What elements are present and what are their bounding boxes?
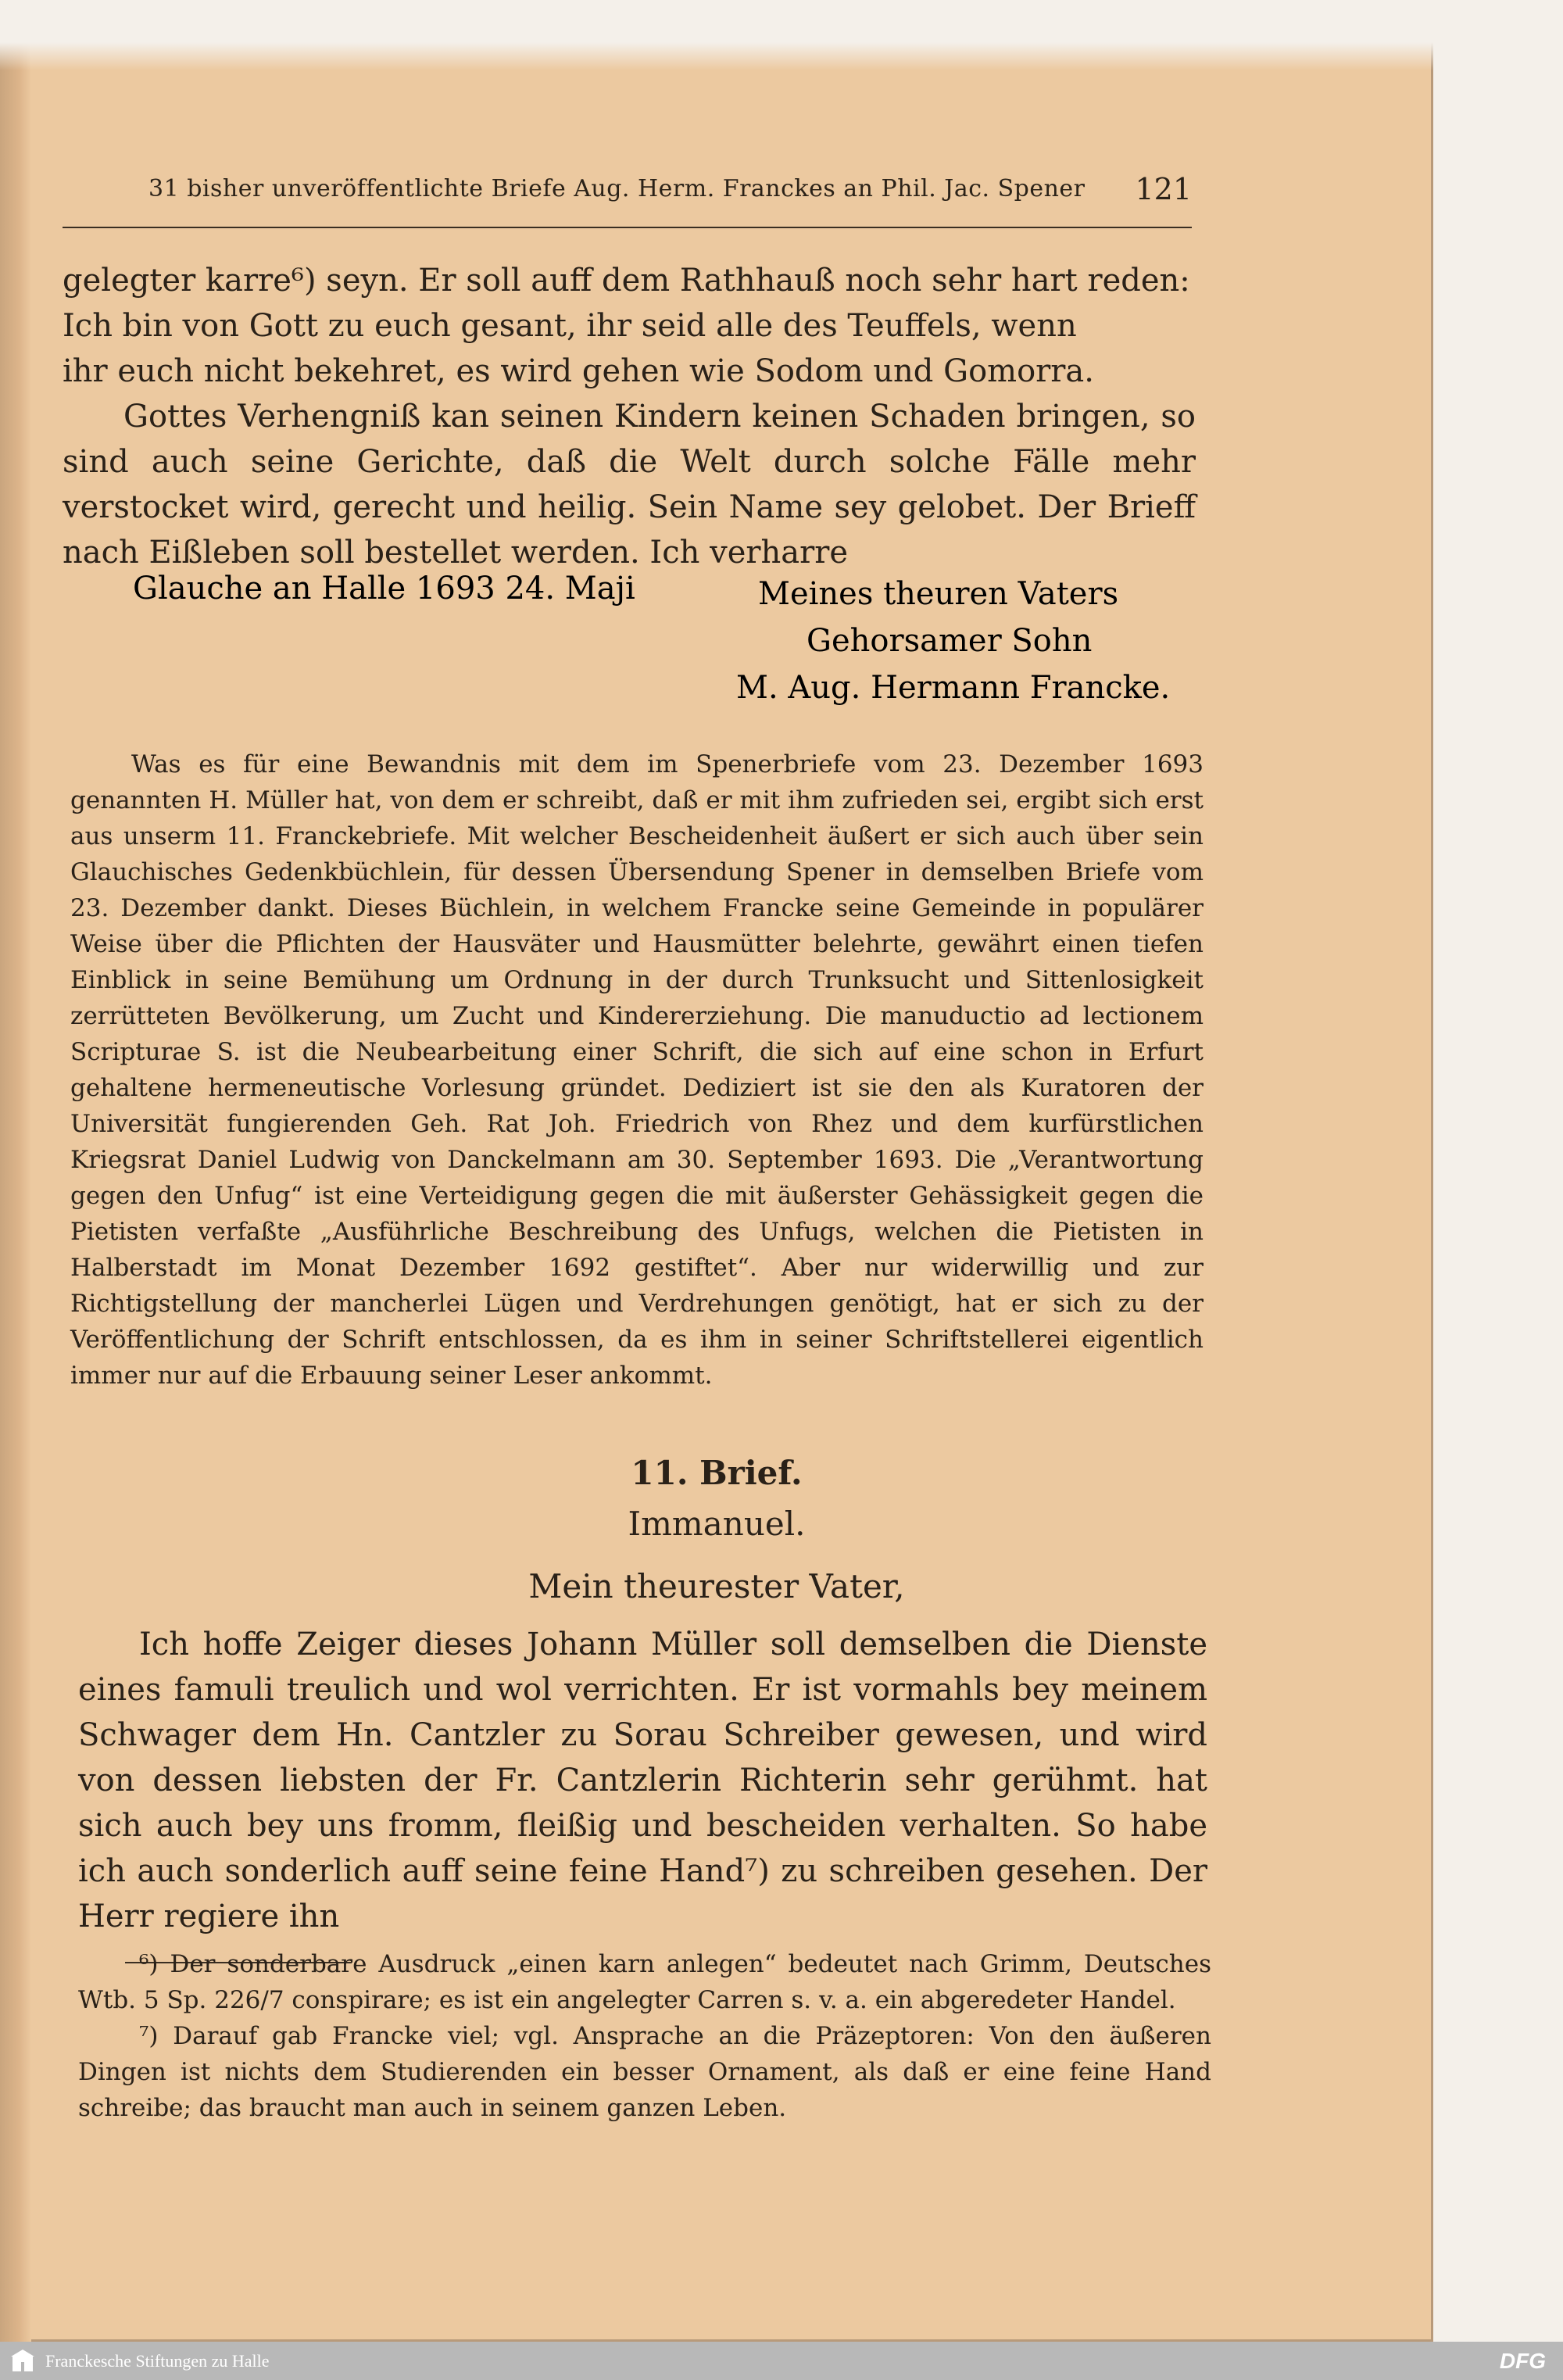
- header-rule: [63, 227, 1192, 228]
- letter-end-text: [63, 258, 1196, 575]
- institution-name: Franckesche Stiftungen zu Halle: [45, 2351, 270, 2371]
- footnotes: [78, 1946, 1211, 2126]
- running-title: 31 bisher unveröffentlichte Briefe Aug. Herm. Franckes an Phil. Jac. Spener: [148, 175, 1086, 202]
- letter-title: 11. Brief.: [631, 1454, 803, 1492]
- letter-motto: Immanuel.: [628, 1505, 806, 1543]
- text-line: Ich bin von Gott zu euch gesant, ihr seid alle des Teuffels, wenn: [63, 308, 1077, 344]
- running-header: [148, 172, 1192, 211]
- signature-line: M. Aug. Hermann Francke.: [736, 670, 1171, 706]
- signature-line: Meines theuren Vaters: [758, 576, 1119, 612]
- text-line: gelegter karre⁶) seyn. Er soll auff dem Rathhauß noch sehr hart reden:: [63, 263, 1190, 299]
- viewer-footer: [0, 2342, 1563, 2380]
- page-top-edge: [0, 0, 1433, 70]
- dfg-logo: DFG: [1499, 2349, 1546, 2373]
- letter-end-paragraph: Gottes Verhengniß kan seinen Kindern keinen Schaden bringen, so sind auch seine Gerichte, daß die Welt durch solche Fälle mehr verstocket wird, gerecht und heilig. Sein Name sey gelobet. Der Brieff nach Eißleben soll bestellet werden. Ich verharre: [63, 399, 1196, 571]
- signature-block: [736, 571, 1171, 711]
- page-gutter: [0, 0, 31, 2342]
- letter-body: Ich hoffe Zeiger dieses Johann Müller soll demselben die Dienste eines famuli treulich und wol verrichten. Er ist vormahls bey meinem Schwager dem Hn. Cantzler zu Sorau Schreiber gewesen, und wird von dessen liebsten der Fr. Cantzlerin Richterin sehr gerühmt. hat sich auch bey uns fromm, fleißig und bescheiden verhalten. So habe ich auch sonderlich auff seine feine Hand⁷) zu schreiben gesehen. Der Herr regiere ihn: [78, 1627, 1207, 1934]
- institution-logo-icon: [9, 2348, 36, 2375]
- page-number: 121: [1135, 172, 1192, 206]
- letter-salutation: Mein theurester Vater,: [528, 1567, 905, 1605]
- signature-line: Gehorsamer Sohn: [807, 623, 1093, 659]
- place-date: Glauche an Halle 1693 24. Maji: [133, 571, 635, 607]
- editorial-commentary: Was es für eine Bewandnis mit dem im Spenerbriefe vom 23. Dezember 1693 genannten H. Müller hat, von dem er schreibt, daß er mit ihm zufrieden sei, ergibt sich erst aus unserm 11. Franckebriefe. Mit welcher Bescheidenheit äußert er sich auch über sein Glauchisches Gedenkbüchlein, für dessen Übersendung Spener in demselben Briefe vom 23. Dezember dankt. Dieses Büchlein, in welchem Francke seine Gemeinde in populärer Weise über die Pflichten der Hausväter und Hausmütter belehrte, gewährt einen tiefen Einblick in seine Bemühung um Ordnung in der durch Trunksucht und Sittenlosigkeit zerrütteten Bevölkerung, um Zucht und Kindererziehung. Die manuductio ad lectionem Scripturae S. ist die Neubearbeitung einer Schrift, die sich auf eine schon in Erfurt gehaltene hermeneutische Vorlesung gründet. Dediziert ist sie den als Kuratoren der Universität fungierenden Geh. Rat Joh. Friedrich von Rhez und dem kurfürstlichen Kriegsrat Daniel Ludwig von Danckelmann am 30. September 1693. Die „Verantwortung gegen den Unfug“ ist eine Verteidigung gegen die mit äußerster Gehässigkeit gegen die Pietisten verfaßte „Ausführliche Beschreibung des Unfugs, welchen die Pietisten in Halberstadt im Monat Dezember 1692 gestiftet“. Aber nur widerwillig und zur Richtigstellung der mancherlei Lügen und Verdrehungen genötigt, hat er sich zu der Veröffentlichung der Schrift entschlossen, da es ihm in seiner Schriftstellerei eigentlich immer nur auf die Erbauung seiner Leser ankommt.: [70, 750, 1204, 1390]
- footnote-7: ⁷) Darauf gab Francke viel; vgl. Ansprache an die Präzeptoren: Von den äußeren Dingen ist nichts dem Studierenden ein besser Ornament, als daß er eine feine Hand schreibe; das braucht man auch in seinem ganzen Leben.: [78, 2022, 1211, 2122]
- footnote-6: ⁶) Der sonderbare Ausdruck „einen karn anlegen“ bedeutet nach Grimm, Deutsches Wtb. 5 Sp. 226/7 conspirare; es ist ein angelegter Carren s. v. a. ein abgeredeter Handel.: [78, 1950, 1211, 2014]
- text-line: ihr euch nicht bekehret, es wird gehen wie Sodom und Gomorra.: [63, 353, 1094, 389]
